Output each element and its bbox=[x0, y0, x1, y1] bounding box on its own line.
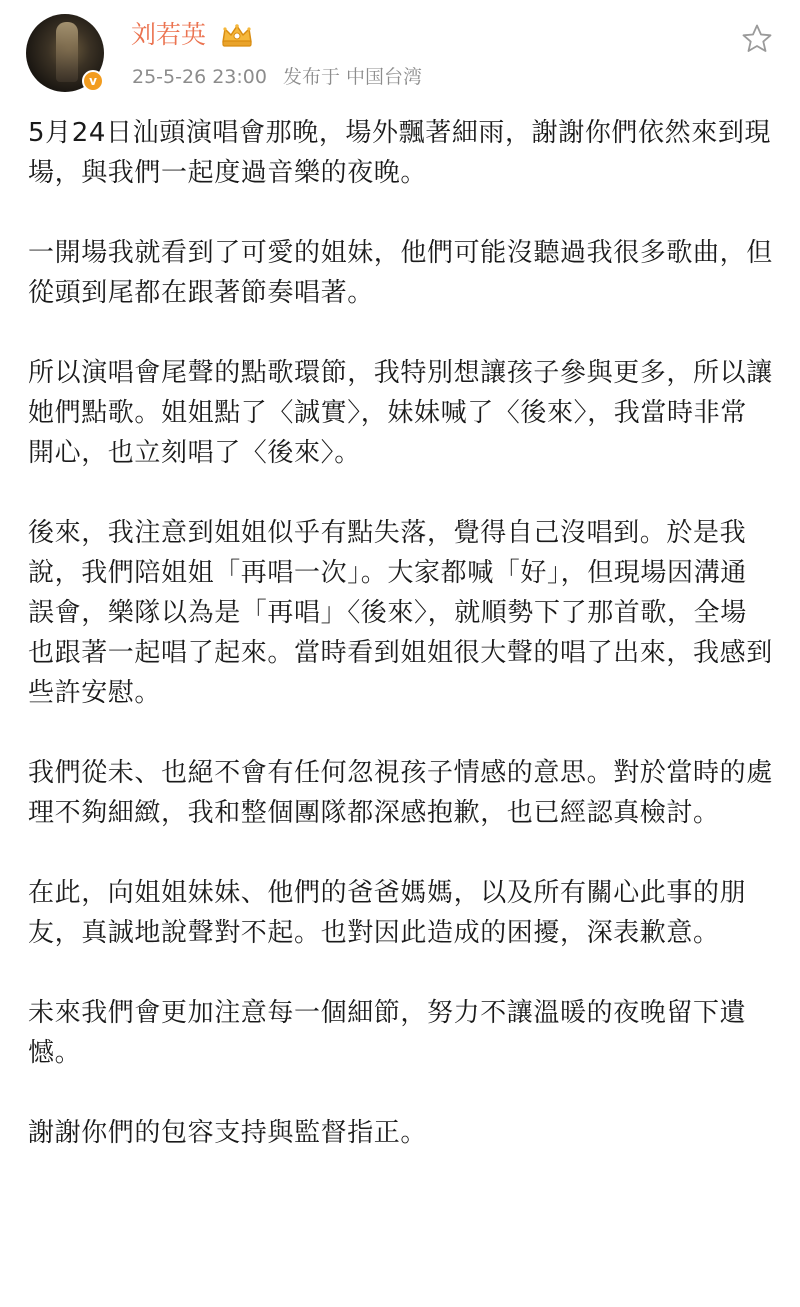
crown-badge-icon bbox=[220, 22, 254, 48]
post-paragraph: 謝謝你們的包容支持與監督指正。 bbox=[28, 1118, 428, 1148]
post-body bbox=[28, 113, 773, 1193]
author-name[interactable]: 刘若英 bbox=[131, 20, 207, 49]
post-paragraph: 我們從未、也絕不會有任何忽視孩子情感的意思。對於當時的處理不夠細緻，我和整個團隊都深感抱歉，也已經認真檢討。 bbox=[28, 758, 773, 828]
post-paragraph: 一開場我就看到了可愛的姐妹，他們可能沒聽過我很多歌曲，但從頭到尾都在跟著節奏唱著。 bbox=[28, 238, 773, 308]
post-location: 发布于 中国台湾 bbox=[283, 66, 423, 88]
post-paragraph: 所以演唱會尾聲的點歌環節，我特別想讓孩子參與更多，所以讓她們點歌。姐姐點了〈誠實〉，妹妹喊了〈後來〉，我當時非常開心，也立刻唱了〈後來〉。 bbox=[28, 358, 773, 468]
verified-badge-icon: v bbox=[82, 70, 104, 92]
post-meta bbox=[132, 64, 432, 90]
post-paragraph: 5月24日汕頭演唱會那晚，場外飄著細雨，謝謝你們依然來到現場，與我們一起度過音樂的夜晚。 bbox=[28, 118, 772, 188]
post-timestamp: 25-5-26 23:00 bbox=[132, 66, 267, 88]
avatar-photo bbox=[56, 22, 78, 82]
post-paragraph: 未來我們會更加注意每一個細節，努力不讓溫暖的夜晚留下遺憾。 bbox=[28, 998, 747, 1068]
post-paragraph: 在此，向姐姐妹妹、他們的爸爸媽媽，以及所有關心此事的朋友，真誠地說聲對不起。也對因此造成的困擾，深表歉意。 bbox=[28, 878, 747, 948]
star-outline-icon[interactable] bbox=[740, 22, 774, 56]
post-paragraph: 後來，我注意到姐姐似乎有點失落，覺得自己沒唱到。於是我說，我們陪姐姐「再唱一次」。大家都喊「好」，但現場因溝通誤會，樂隊以為是「再唱」〈後來〉，就順勢下了那首歌，全場也跟著一起唱了起來。當時看到姐姐很大聲的唱了出來，我感到些許安慰。 bbox=[28, 518, 773, 708]
post-header bbox=[26, 14, 774, 94]
